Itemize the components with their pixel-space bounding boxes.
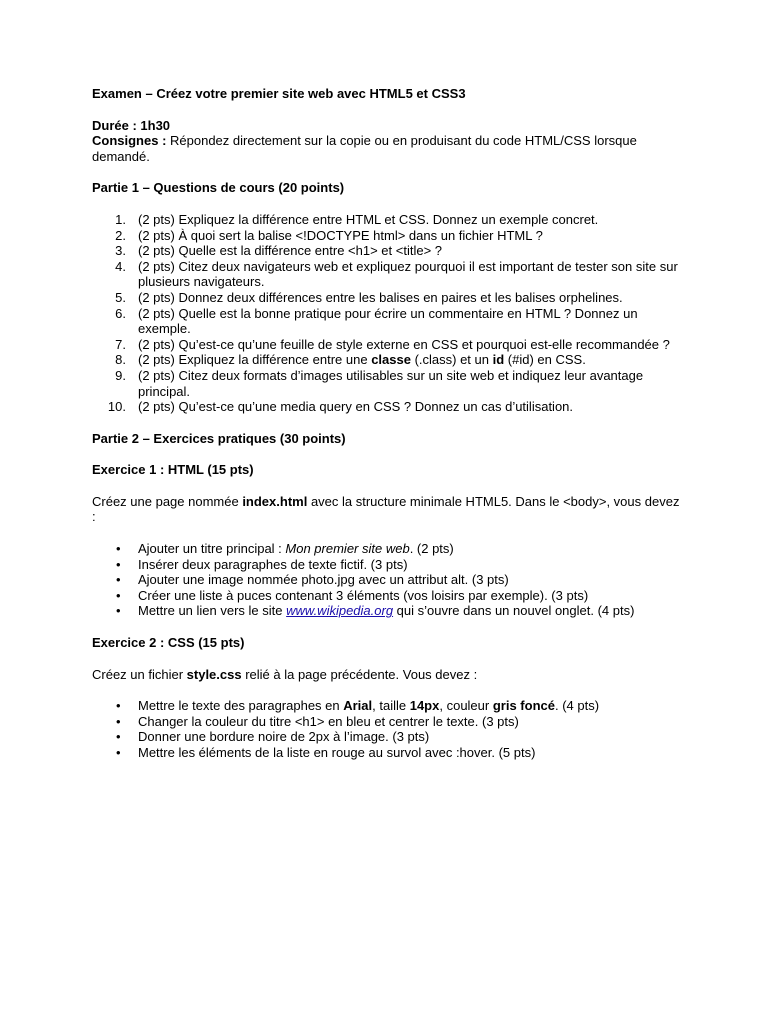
bullet-icon: • <box>116 729 121 745</box>
part2-heading: Partie 2 – Exercices pratiques (30 points) <box>92 430 346 446</box>
consignes-line: Consignes : Répondez directement sur la copie ou en produisant du code HTML/CSS lorsque demandé. <box>92 133 637 164</box>
document-body <box>92 86 682 761</box>
question-item: 2. (2 pts) À quoi sert la balise <!DOCTYPE html> dans un fichier HTML ? <box>115 227 543 243</box>
question-item: 10. (2 pts) Qu’est-ce qu’une media query en CSS ? Donnez un cas d’utilisation. <box>107 399 574 415</box>
exercise1-task-list <box>92 541 682 619</box>
list-item: • Mettre un lien vers le site www.wikipedia.org qui s’ouvre dans un nouvel onglet. (4 pts) <box>116 603 635 619</box>
question-item: 3. (2 pts) Quelle est la différence entre <h1> et <title> ? <box>115 243 443 259</box>
exercise2-task-list <box>92 698 682 760</box>
list-item: • Donner une bordure noire de 2px à l’image. (3 pts) <box>116 729 430 745</box>
bullet-icon: • <box>116 745 121 760</box>
question-item: 7. (2 pts) Qu’est-ce qu’une feuille de style externe en CSS et pourquoi est-elle recommandée ? <box>115 336 670 352</box>
bullet-icon: • <box>116 713 121 729</box>
list-item: • Ajouter une image nommée photo.jpg avec un attribut alt. (3 pts) <box>116 572 509 588</box>
list-item: • Créer une liste à puces contenant 3 éléments (vos loisirs par exemple). (3 pts) <box>116 587 589 603</box>
wikipedia-link[interactable]: www.wikipedia.org <box>286 603 394 619</box>
document-title: Examen – Créez votre premier site web avec HTML5 et CSS3 <box>92 86 466 101</box>
bullet-icon: • <box>116 572 121 588</box>
list-item: • Changer la couleur du titre <h1> en bleu et centrer le texte. (3 pts) <box>116 713 519 729</box>
list-item: • Mettre le texte des paragraphes en Arial, taille 14px, couleur gris foncé. (4 pts) <box>116 698 600 714</box>
exercise2-heading: Exercice 2 : CSS (15 pts) <box>92 635 245 651</box>
bullet-icon: • <box>116 556 121 572</box>
duration-line: Durée : 1h30 <box>92 117 171 133</box>
list-item: • Mettre les éléments de la liste en rouge au survol avec :hover. (5 pts) <box>116 745 536 760</box>
exercise1-intro: Créez une page nommée index.html avec la structure minimale HTML5. Dans le <body>, vous devez : <box>92 493 680 525</box>
bullet-icon: • <box>116 587 121 603</box>
question-item: 8. (2 pts) Expliquez la différence entre une classe (.class) et un id (#id) en CSS. <box>115 352 586 368</box>
bullet-icon: • <box>116 603 121 619</box>
list-item: • Insérer deux paragraphes de texte fictif. (3 pts) <box>116 556 408 572</box>
list-item: • Ajouter un titre principal : Mon premier site web. (2 pts) <box>116 541 454 557</box>
exercise2-intro: Créez un fichier style.css relié à la page précédente. Vous devez : <box>92 666 478 682</box>
question-item: 1. (2 pts) Expliquez la différence entre HTML et CSS. Donnez un exemple concret. <box>115 211 599 227</box>
exercise1-heading: Exercice 1 : HTML (15 pts) <box>92 462 254 478</box>
question-item: 5. (2 pts) Donnez deux différences entre les balises en paires et les balises orphelines. <box>115 289 623 305</box>
bullet-icon: • <box>116 698 121 714</box>
question-item: 4. (2 pts) Citez deux navigateurs web et expliquez pourquoi il est important de tester son site sur plusieurs navigateurs. <box>115 258 678 290</box>
question-item: 6. (2 pts) Quelle est la bonne pratique pour écrire un commentaire en HTML ? Donnez un exemple. <box>115 305 638 337</box>
part1-question-list <box>92 212 682 415</box>
question-item: 9. (2 pts) Citez deux formats d’images utilisables sur un site web et indiquez leur avantage principal. <box>115 367 644 399</box>
part1-heading: Partie 1 – Questions de cours (20 points) <box>92 180 345 196</box>
bullet-icon: • <box>116 541 121 557</box>
